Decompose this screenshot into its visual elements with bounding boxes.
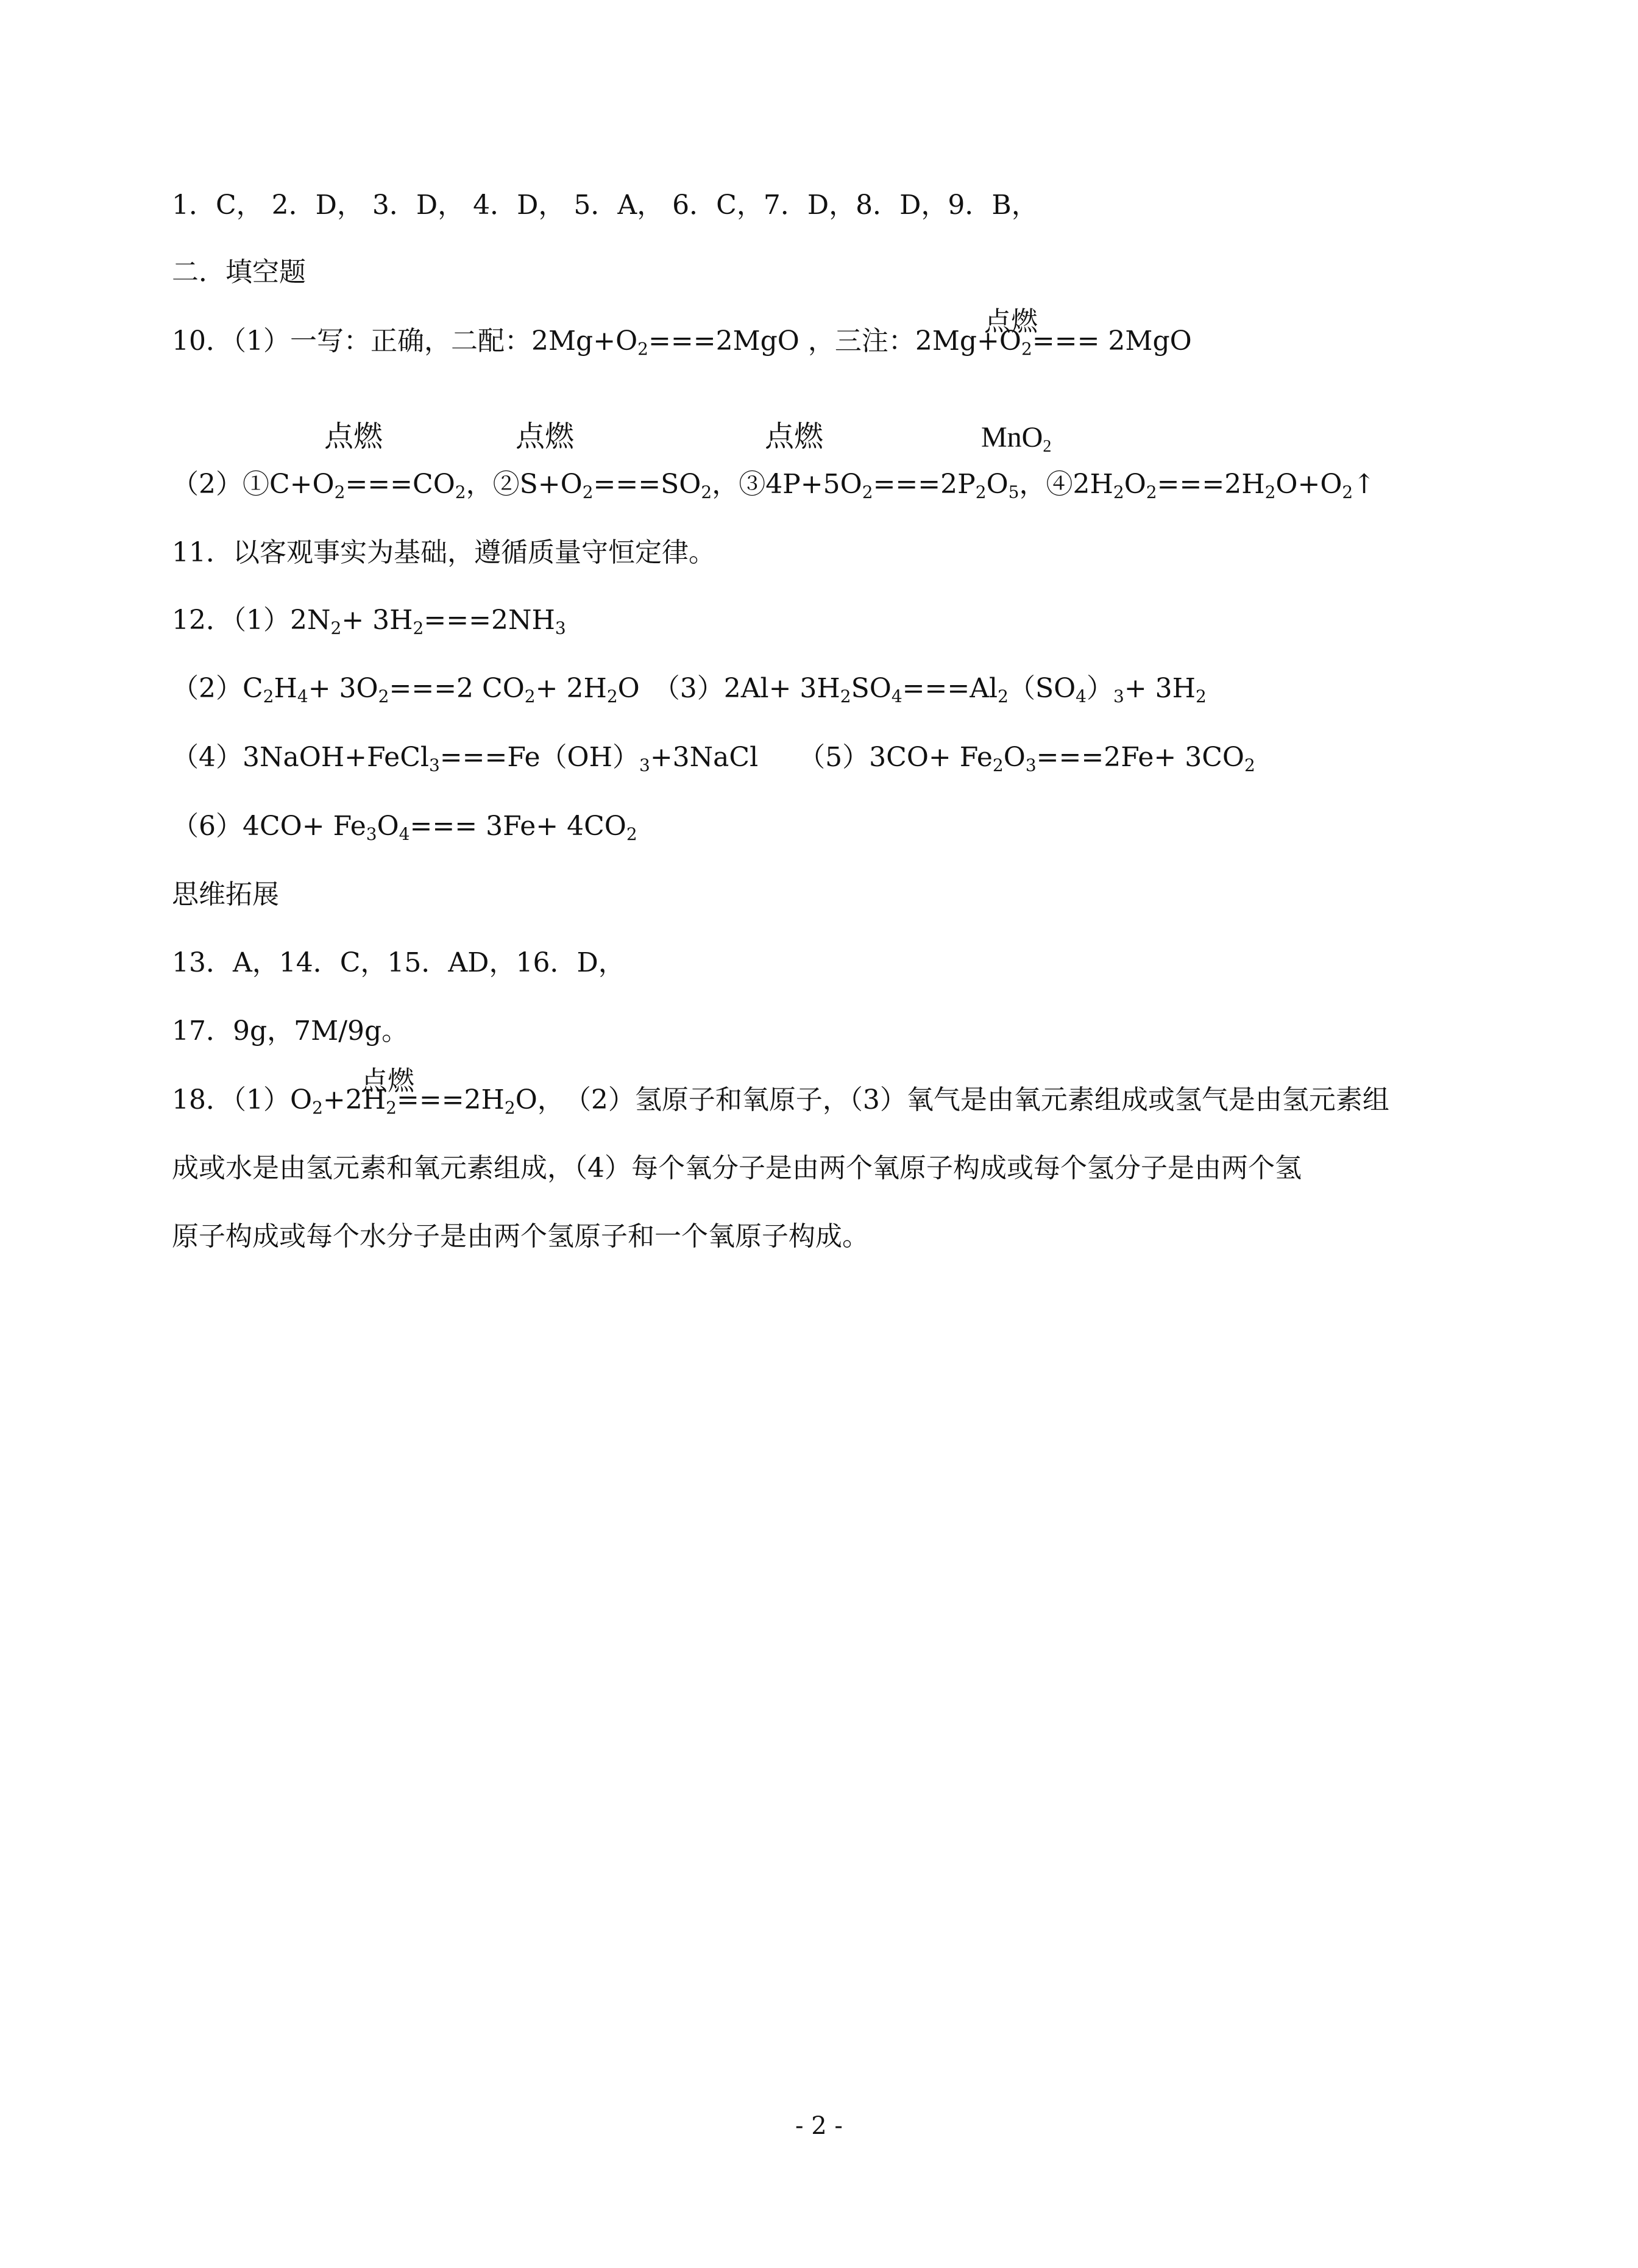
q10-part2: $(2)①C+O_2===CO_2$，$②S+O_2===SO_2$，$③4P+5O_2===2P_2O_5$，$④2H_2O_2===2H_2O+O_2↑$ (172, 469, 1376, 502)
answers-q13-16: 13．A，14．C，15．AD，16．D， (172, 947, 625, 978)
answers-q1-9: 1．C， 2．D， 3．D， 4．D， 5．A， 6．C，7．D，8．D，9．B， (172, 190, 1038, 221)
condition-ignite-s: 点燃 (516, 419, 575, 453)
page-number: - 2 - (795, 2112, 843, 2140)
q12-part1: 12．$(1)2N_2+ 3H_2===2NH_3$ (172, 605, 566, 638)
q17-answer: 17．9g，7M/9g。 (172, 1015, 409, 1047)
condition-ignite-p: 点燃 (765, 419, 824, 453)
q11-answer: 11．以客观事实为基础，遵循质量守恒定律。 (172, 537, 715, 568)
q10-part1: 10．（1）一写：正确，二配：$2Mg+O_2===2MgO$ ，三注：$2Mg+O_2=== 2MgO$ (172, 325, 1192, 359)
condition-ignite-q18: 点燃 (361, 1065, 414, 1097)
condition-ignite-c: 点燃 (324, 419, 383, 453)
condition-ignite-q10-1: 点燃 (984, 306, 1038, 337)
condition-catalyst-mno2: MnO$_2$ (981, 421, 1052, 456)
q18-line1: 18．$(1)O_2+2H_2===2H_2O$， （2）氢原子和氧原子，（3）氧气是由氧元素组成或氢气是由氢元素组 (172, 1084, 1389, 1118)
q18-line3: 原子构成或每个水分子是由两个氢原子和一个氧原子构成。 (172, 1221, 869, 1252)
section-heading-extension: 思维拓展 (172, 879, 279, 910)
section-heading-fill-blank: 二．填空题 (172, 257, 306, 288)
q12-part4-5: $(4)3NaOH+FeCl_3===Fe(OH)_3+3NaCl$ $(5)3CO+ Fe_2O_3===2Fe+ 3CO_2$ (172, 742, 1255, 775)
q12-part2-3: $(2)C_2H_4+ 3O_2===2$ $CO_2+ 2H_2O$ $(3)2Al+ 3H_2SO_4===Al_2(SO_4)_3+ 3H_2$ (172, 673, 1207, 706)
q12-part6: $(6)4CO+ Fe_3O_4=== 3Fe+ 4CO_2$ (172, 811, 637, 844)
q18-line2: 成或水是由氢元素和氧元素组成，（4）每个氧分子是由两个氧原子构成或每个氢分子是由两个氢 (172, 1153, 1302, 1184)
